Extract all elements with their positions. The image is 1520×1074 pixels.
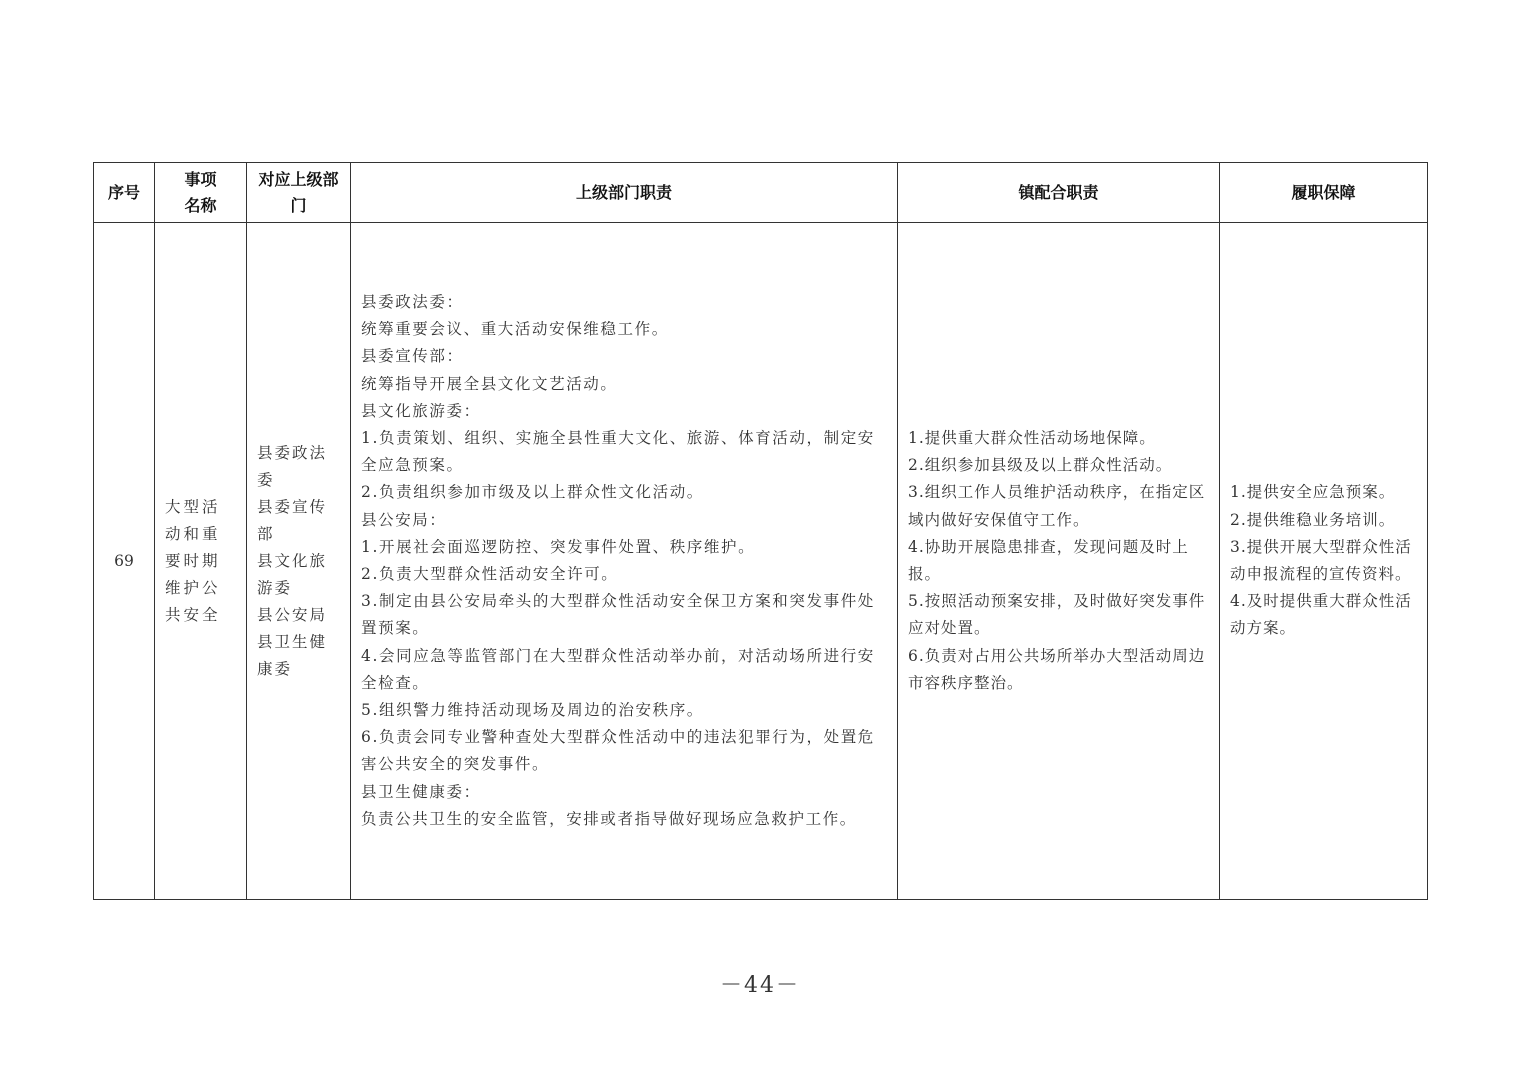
table-row [94, 223, 1428, 900]
support-line: 1.提供安全应急预案。 [1230, 483, 1396, 502]
upper-duty-line: 负责公共卫生的安全监管，安排或者指导做好现场应急救护工作。 [361, 809, 857, 828]
upper-duty-line: 县文化旅游委： [361, 401, 481, 420]
row-name [155, 223, 247, 900]
header-upper-duty: 上级部门职责 [351, 163, 898, 223]
town-duty-line: 6.负责对占用公共场所举办大型活动周边市容秩序整治。 [908, 646, 1206, 692]
row-num: 69 [94, 223, 155, 900]
support-line: 4.及时提供重大群众性活动方案。 [1230, 592, 1412, 638]
upper-duty-line: 2.负责大型群众性活动安全许可。 [361, 565, 619, 583]
header-town-duty: 镇配合职责 [898, 163, 1220, 223]
name-line: 大型活动和重要时期维护公共安全 [165, 497, 221, 624]
duty-table [93, 162, 1428, 900]
town-duty-line: 4.协助开展隐患排查，发现问题及时上报。 [908, 537, 1189, 583]
upper-duty-line: 县委政法委： [361, 292, 464, 311]
upper-duty-line: 县卫生健康委： [361, 782, 481, 801]
upper-duty-line: 2.负责组织参加市级及以上群众性文化活动。 [361, 483, 704, 502]
row-town-duty [898, 223, 1220, 900]
header-dept: 对应上级部门 [247, 163, 351, 223]
support-line: 3.提供开展大型群众性活动申报流程的宣传资料。 [1230, 537, 1412, 583]
upper-duty-line: 4.会同应急等监管部门在大型群众性活动举办前，对活动场所进行安全检查。 [361, 646, 875, 692]
upper-duty-line: 统筹重要会议、重大活动安保维稳工作。 [361, 320, 669, 339]
town-duty-line: 3.组织工作人员维护活动秩序，在指定区域内做好安保值守工作。 [908, 483, 1206, 529]
page-number: －44－ [720, 973, 800, 998]
town-duty-line: 2.组织参加县级及以上群众性活动。 [908, 456, 1173, 475]
dept-line: 县文化旅游委 [257, 551, 328, 597]
header-name: 事项名称 [155, 163, 247, 223]
upper-duty-line: 6.负责会同专业警种查处大型群众性活动中的违法犯罪行为，处置危害公共安全的突发事件。 [361, 728, 875, 774]
row-support [1220, 223, 1428, 900]
header-row [94, 163, 1428, 223]
row-upper-duty [351, 223, 898, 900]
row-dept [247, 223, 351, 900]
upper-duty-line: 县委宣传部： [361, 347, 464, 366]
town-duty-line: 1.提供重大群众性活动场地保障。 [908, 428, 1156, 447]
header-support: 履职保障 [1220, 163, 1428, 223]
upper-duty-line: 统筹指导开展全县文化文艺活动。 [361, 374, 618, 393]
dept-line: 县卫生健康委 [257, 632, 328, 678]
upper-duty-line: 5.组织警力维持活动现场及周边的治安秩序。 [361, 701, 704, 720]
upper-duty-line: 1.负责策划、组织、实施全县性重大文化、旅游、体育活动，制定安全应急预案。 [361, 428, 875, 475]
support-line: 2.提供维稳业务培训。 [1230, 510, 1396, 529]
town-duty-line: 5.按照活动预案安排，及时做好突发事件应对处置。 [908, 592, 1206, 638]
dept-line: 县委宣传部 [257, 497, 328, 543]
upper-duty-line: 1.开展社会面巡逻防控、突发事件处置、秩序维护。 [361, 537, 756, 556]
header-num: 序号 [94, 163, 155, 223]
dept-line: 县委政法委 [257, 443, 328, 489]
upper-duty-line: 3.制定由县公安局牵头的大型群众性活动安全保卫方案和突发事件处置预案。 [361, 592, 875, 638]
dept-line: 县公安局 [257, 605, 328, 624]
upper-duty-line: 县公安局： [361, 510, 447, 529]
